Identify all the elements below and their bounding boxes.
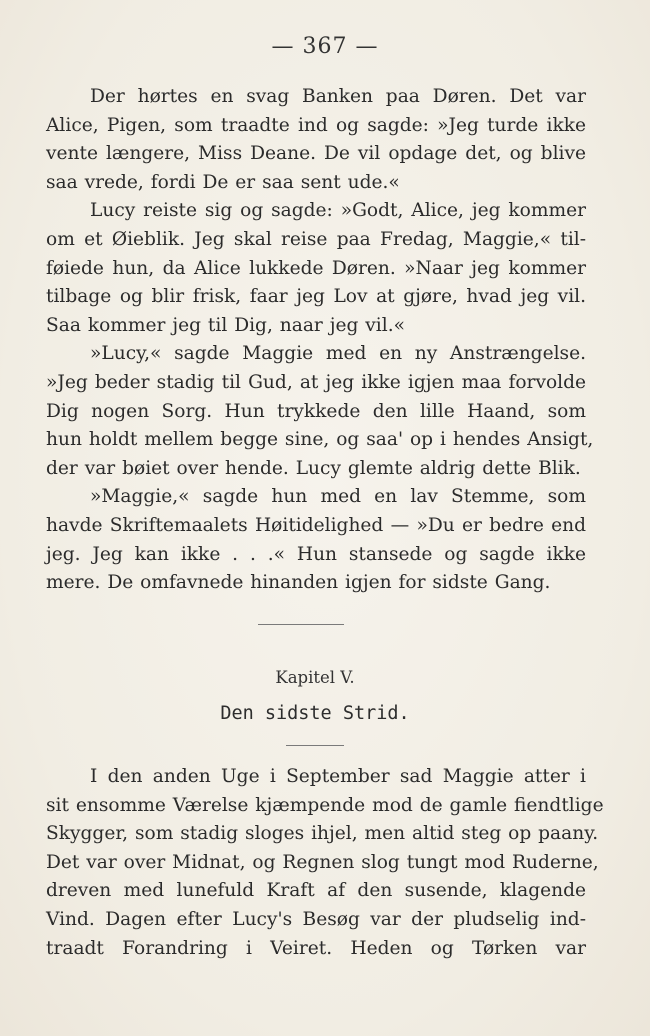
text-line: vente længere, Miss Deane. De vil opdage det, og blive [46,143,586,165]
text-line: hun holdt mellem begge sine, og saa' op i hendes Ansigt, [46,429,594,451]
text-line: »Maggie,« sagde hun med en lav Stemme, som [90,486,586,508]
page-number: — 367 — [271,34,379,59]
text-line: Lucy reiste sig og sagde: »Godt, Alice, jeg kommer [90,200,586,222]
text-line: Saa kommer jeg til Dig, naar jeg vil.« [46,314,405,336]
chapter-title: Den sidste Strid. [220,703,410,724]
text-line: traadt Forandring i Veiret. Heden og Tørken var [46,937,586,959]
text-line: »Jeg beder stadig til Gud, at jeg ikke igjen maa forvolde [46,371,586,393]
text-line: Det var over Midnat, og Regnen slog tungt mod Ruderne, [46,851,599,873]
text-line: Vind. Dagen efter Lucy's Besøg var der pludselig ind- [46,908,586,930]
text-line: Der hørtes en svag Banken paa Døren. Det var [90,86,586,107]
text-line: saa vrede, fordi De er saa sent ude.« [46,171,400,193]
section-divider [258,624,344,625]
text-line: mere. De omfavnede hinanden igjen for sidste Gang. [46,572,551,594]
text-line: tilbage og blir frisk, faar jeg Lov at gjøre, hvad jeg vil. [46,286,586,308]
text-line: om et Øieblik. Jeg skal reise paa Fredag, Maggie,« til- [46,228,586,250]
text-line: Skygger, som stadig sloges ihjel, men altid steg op paany. [46,823,599,845]
chapter-label: Kapitel V. [275,668,355,687]
title-divider [286,745,344,746]
text-line: jeg. Jeg kan ikke . . .« Hun stansede og sagde ikke [46,543,586,565]
text-line: Dig nogen Sorg. Hun trykkede den lille Haand, som [46,400,586,422]
text-line: føiede hun, da Alice lukkede Døren. »Naar jeg kommer [46,257,586,279]
text-line: havde Skriftemaalets Høitidelighed — »Du er bedre end [46,514,586,536]
text-line: »Lucy,« sagde Maggie med en ny Anstrængelse. [90,343,586,365]
section-one-text [46,83,594,598]
section-two-text [46,763,604,963]
text-line: I den anden Uge i September sad Maggie atter i [90,766,586,787]
text-line: der var bøiet over hende. Lucy glemte aldrig dette Blik. [46,457,581,479]
text-line: sit ensomme Værelse kjæmpende mod de gamle fiendtlige [46,794,604,816]
text-line: Alice, Pigen, som traadte ind og sagde: »Jeg turde ikke [46,114,586,136]
text-line: dreven med lunefuld Kraft af den susende, klagende [46,880,586,902]
